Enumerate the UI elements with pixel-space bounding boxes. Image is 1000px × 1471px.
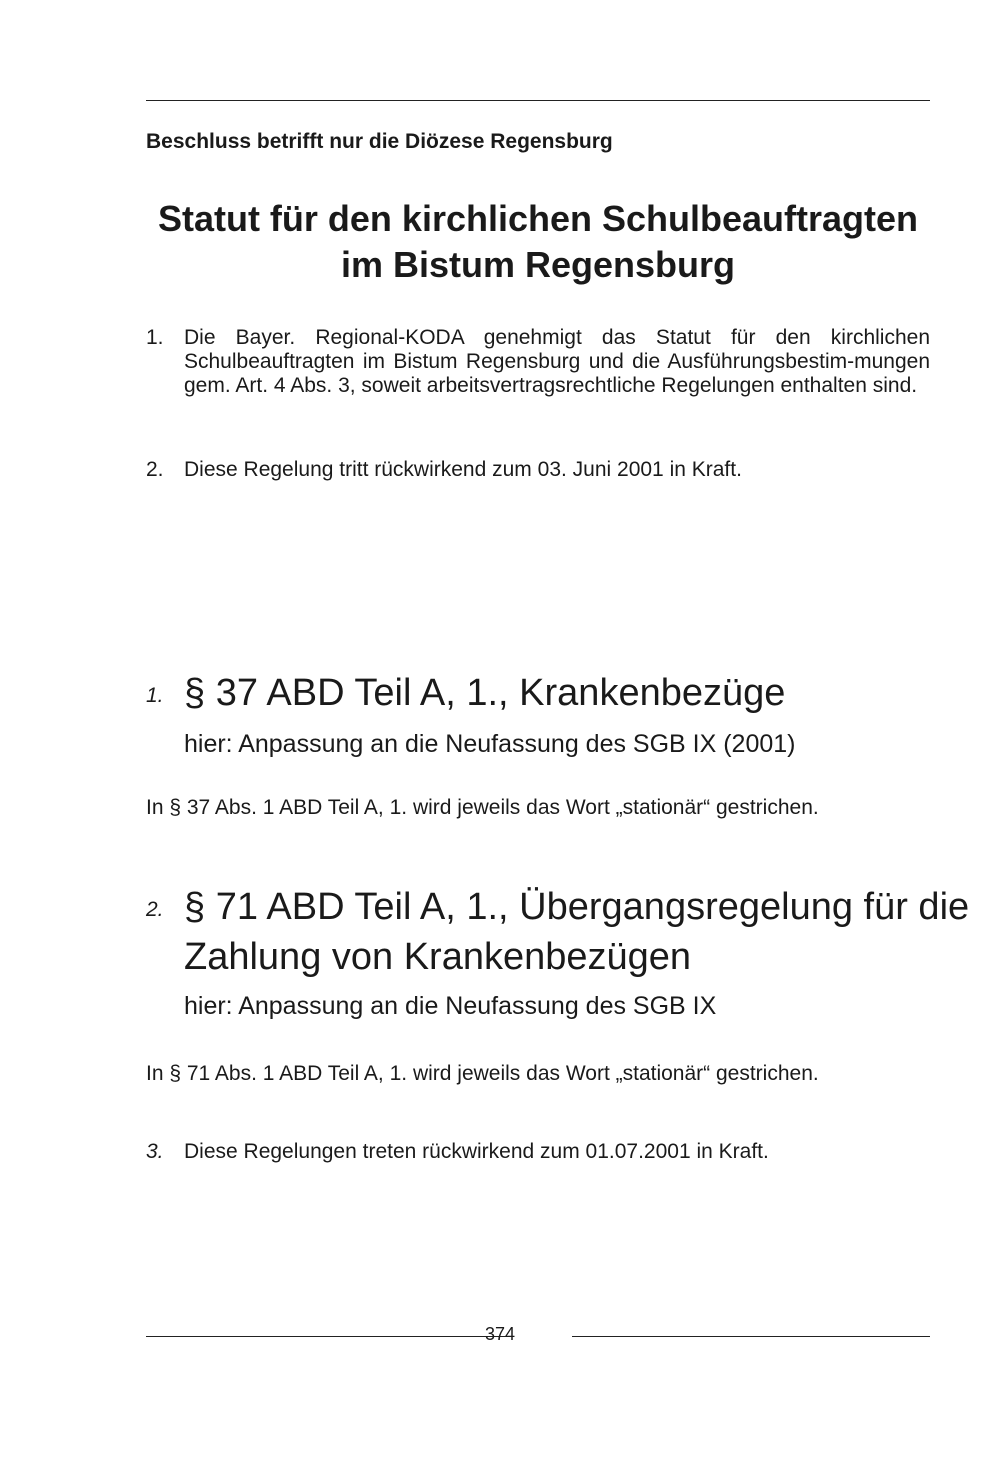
section-label: Beschluss betrifft nur die Diözese Regensburg (146, 130, 613, 153)
amendment-subheading: hier: Anpassung an die Neufassung des SGB IX (2001) (184, 730, 796, 758)
document-title-line-1: Statut für den kirchlichen Schulbeauftragten (157, 198, 919, 239)
footer-rule-right (572, 1336, 930, 1337)
final-item-text: Diese Regelungen treten rückwirkend zum 01.07.2001 in Kraft. (184, 1140, 769, 1163)
amendment-body: In § 71 Abs. 1 ABD Teil A, 1. wird jeweils das Wort „stationär“ gestrichen. (146, 1062, 819, 1085)
amendment-heading: § 37 ABD Teil A, 1., Krankenbezüge (184, 672, 786, 714)
decision-item-number: 1. (146, 326, 164, 349)
page-number: 374 (484, 1324, 516, 1344)
decision-item-text: Diese Regelung tritt rückwirkend zum 03. Juni 2001 in Kraft. (184, 458, 742, 481)
amendment-subheading: hier: Anpassung an die Neufassung des SGB IX (184, 992, 717, 1020)
document-title-line-2: im Bistum Regensburg (340, 244, 736, 285)
footer-rule-left (146, 1336, 506, 1337)
top-rule (146, 100, 930, 101)
amendment-number: 1. (146, 684, 164, 707)
decision-item-text: Die Bayer. Regional-KODA genehmigt das Statut für den kirchlichen Schulbeauftragten im Bistum Regensburg und die Ausführungsbestim-mungen gem. Art. 4 Abs. 3, soweit arbeitsvertragsrechtliche Regelungen enthalten sind. (184, 326, 930, 397)
amendment-body: In § 37 Abs. 1 ABD Teil A, 1. wird jeweils das Wort „stationär“ gestrichen. (146, 796, 819, 819)
final-item-number: 3. (146, 1140, 164, 1163)
amendment-heading-line-1: § 71 ABD Teil A, 1., Übergangsregelung für die (184, 886, 970, 928)
amendment-heading-line-2: Zahlung von Krankenbezügen (184, 936, 692, 978)
amendment-number: 2. (146, 898, 164, 921)
decision-item-number: 2. (146, 458, 164, 481)
